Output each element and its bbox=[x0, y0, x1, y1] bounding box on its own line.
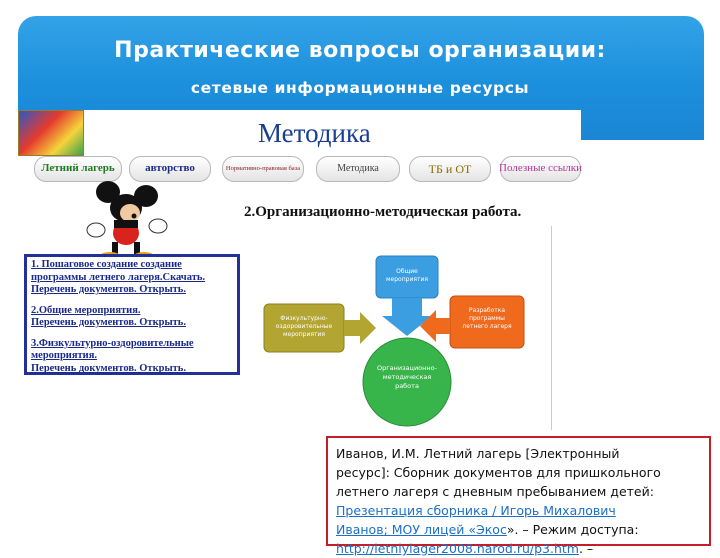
citation-access-mode: ». – Режим доступа: bbox=[506, 522, 639, 537]
diagram-right-box bbox=[450, 296, 524, 348]
citation-line-2: ресурс]: Сборник документов для пришкольного bbox=[336, 465, 661, 480]
link-sports-events[interactable]: 3.Физкультурно-оздоровительные bbox=[31, 337, 194, 349]
link-document-list-1[interactable]: Перечень документов. Открыть. bbox=[31, 284, 186, 295]
nav-button-useful-links[interactable]: Полезные ссылки bbox=[500, 156, 581, 182]
diagram-left-label: Физкультурно-оздоровительные мероприятия bbox=[275, 315, 333, 338]
section-heading: 2.Организационно-методическая работа. bbox=[244, 204, 522, 220]
diagram-top-label: Общие мероприятия bbox=[386, 268, 428, 283]
site-page-title: Методика bbox=[258, 118, 371, 148]
diagram-arrow-left bbox=[420, 310, 450, 342]
citation-link-presentation[interactable]: Презентация сборника / Игорь Михалович bbox=[336, 503, 616, 518]
slide-title: Практические вопросы организации: bbox=[114, 38, 606, 63]
site-logo bbox=[18, 110, 84, 156]
citation-link-author[interactable]: Иванов; МОУ лицей «Экос bbox=[336, 522, 507, 537]
nav-button-authorship[interactable]: авторство bbox=[129, 156, 211, 182]
link-general-events[interactable]: 2.Общие мероприятия. bbox=[31, 304, 141, 316]
cartoon-mascot-icon bbox=[74, 178, 184, 263]
citation-box bbox=[326, 436, 711, 556]
nav-button-legal-base[interactable]: Нормативно-правовая база bbox=[222, 156, 304, 182]
divider bbox=[551, 226, 552, 430]
link-document-list-2[interactable]: Перечень документов. Открыть. bbox=[31, 317, 186, 328]
nav-button-safety[interactable]: ТБ и ОТ bbox=[409, 156, 491, 182]
website-screenshot bbox=[18, 110, 581, 430]
link-program-download[interactable]: 1. Пошаговое создание создание bbox=[31, 259, 182, 270]
citation-line-1: Иванов, И.М. Летний лагерь [Электронный bbox=[336, 446, 620, 461]
link-sports-events-cont[interactable]: мероприятия. bbox=[31, 350, 98, 361]
citation-url-tail: . – bbox=[578, 541, 594, 556]
citation-line-3: летнего лагеря с дневным пребыванием детей: bbox=[336, 484, 654, 499]
diagram-center-label: Организационно-методическая работа bbox=[376, 364, 438, 390]
link-program-download-cont[interactable]: программы летнего лагеря.Скачать. bbox=[31, 271, 206, 283]
link-document-list-3[interactable]: Перечень документов. Открыть. bbox=[31, 362, 186, 374]
org-diagram bbox=[260, 248, 530, 428]
citation-url[interactable]: http://letniylager2008.narod.ru/p3.htm bbox=[336, 541, 579, 556]
diagram-arrow-right bbox=[344, 312, 376, 344]
document-links-box bbox=[24, 254, 240, 375]
diagram-right-label: Разработка программы летнего лагеря bbox=[462, 307, 512, 330]
nav-button-methodology[interactable]: Методика bbox=[316, 156, 400, 182]
nav-button-summer-camp[interactable]: Летний лагерь bbox=[34, 156, 122, 182]
slide-subtitle: сетевые информационные ресурсы bbox=[190, 79, 530, 97]
